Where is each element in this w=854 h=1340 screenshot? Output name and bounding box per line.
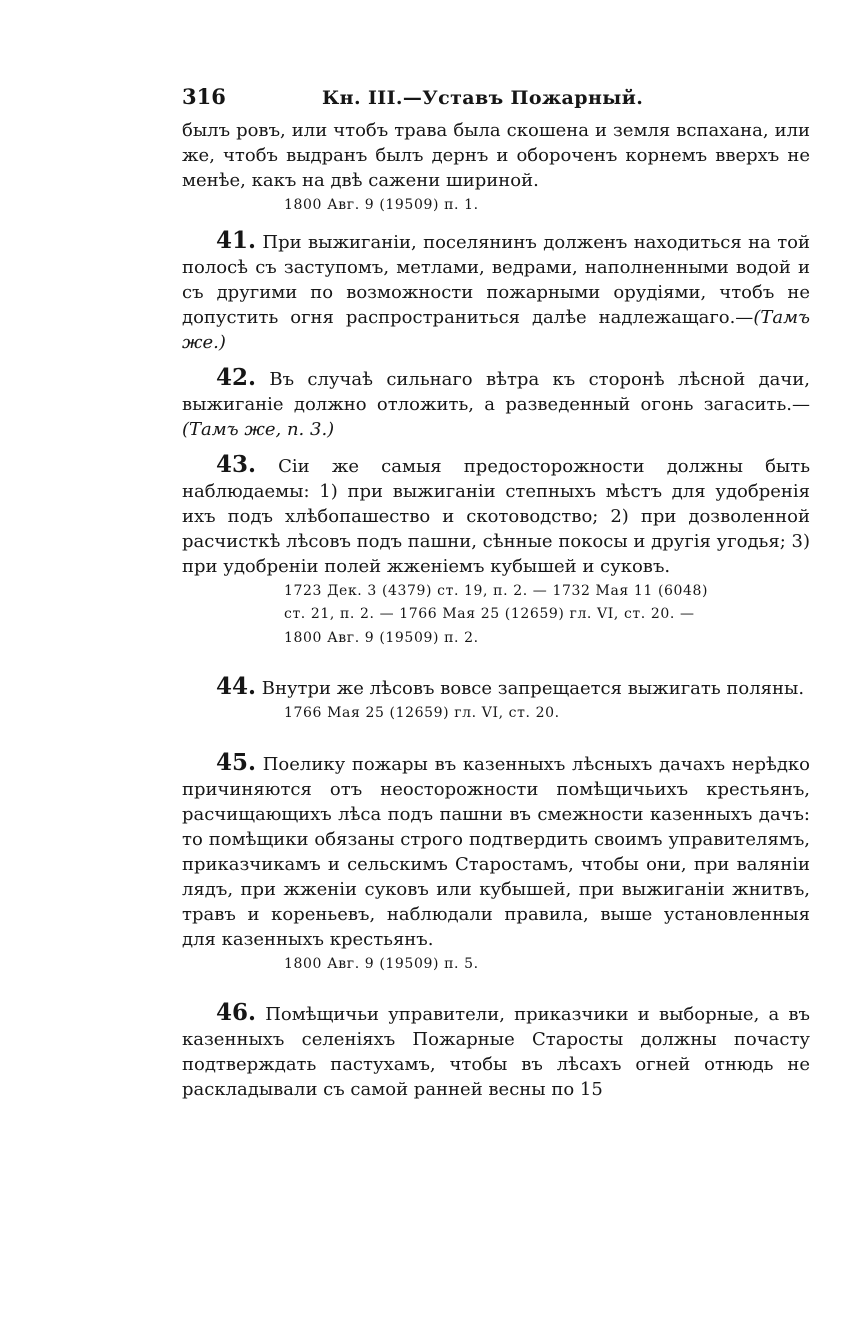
citation-line: ст. 21, п. 2. — 1766 Мая 25 (12659) гл. VI, ст. 20. — xyxy=(284,606,695,622)
paragraph-continuation xyxy=(182,118,810,193)
law-citation: 1766 Мая 25 (12659) гл. VI, ст. 20. xyxy=(284,705,560,721)
article-reference: (Тамъ же, п. 3.) xyxy=(182,418,335,440)
book-page xyxy=(182,84,810,1102)
article-number: 43. xyxy=(216,450,257,478)
law-citation: 1800 Авг. 9 (19509) п. 1. xyxy=(284,197,479,213)
article-number: 41. xyxy=(216,226,257,254)
article-44 xyxy=(182,674,810,701)
article-number: 45. xyxy=(216,748,257,776)
article-41 xyxy=(182,228,810,355)
running-header xyxy=(182,84,810,118)
article-reference: (Тамъ же.) xyxy=(182,306,810,353)
article-46 xyxy=(182,1000,810,1102)
page-number: 316 xyxy=(182,84,226,109)
law-citation-block xyxy=(182,580,810,651)
article-text: При выжиганіи, поселянинъ долженъ находиться на той полосѣ съ заступомъ, метлами, ведрами, наполненными водой и съ другими по возможности пожарными орудіями, чтобъ не допустить огня распространиться далѣе надлежащаго.— xyxy=(182,231,810,328)
article-42 xyxy=(182,365,810,442)
article-text: Въ случаѣ сильнаго вѣтра къ сторонѣ лѣсной дачи, выжиганіе должно отложить, а разведенный огонь загасить.— xyxy=(182,368,810,415)
article-text: Помѣщичьи управители, приказчики и выборные, а въ казенныхъ селеніяхъ Пожарные Старосты должны почасту подтверждать пастухамъ, чтобы въ лѣсахъ огней отнюдь не раскладывали съ самой ранней весны по 15 xyxy=(182,1004,810,1100)
article-45 xyxy=(182,750,810,952)
article-text: Сіи же самыя предосторожности должны быть наблюдаемы: 1) при выжиганіи степныхъ мѣстъ для удобренія ихъ подъ хлѣбопашество и скотоводство; 2) при дозволенной расчисткѣ лѣсовъ подъ пашни, сѣнные покосы и другія угодья; 3) при удобреніи полей жженіемъ кубышей и суковъ. xyxy=(182,455,810,577)
running-title: Кн. III.—Уставъ Пожарный. xyxy=(322,87,644,109)
article-text: Внутри же лѣсовъ вовсе запрещается выжигать поляны. xyxy=(256,678,805,699)
law-citation: 1800 Авг. 9 (19509) п. 5. xyxy=(284,955,479,972)
article-text: Поелику пожары въ казенныхъ лѣсныхъ дачахъ нерѣдко причиняются отъ неосторожности помѣщичьихъ крестьянъ, расчищающихъ лѣса подъ пашни въ смежности казенныхъ дачъ: то помѣщики обязаны строго подтвердить своимъ управителямъ, приказчикамъ и сельскимъ Старостамъ, чтобы они, при валяніи лядъ, при жженіи суковъ или кубышей, при выжиганіи жнитвъ, травъ и кореньевъ, наблюдали правила, выше установленныя для казенныхъ крестьянъ. xyxy=(182,753,810,950)
article-number: 44. xyxy=(216,673,257,700)
article-number: 46. xyxy=(216,999,257,1026)
citation-line: 1800 Авг. 9 (19509) п. 2. xyxy=(284,629,479,646)
article-43 xyxy=(182,452,810,579)
article-number: 42. xyxy=(216,363,257,391)
citation-line: 1723 Дек. 3 (4379) ст. 19, п. 2. — 1732 Мая 11 (6048) xyxy=(284,582,709,599)
paragraph-text: былъ ровъ, или чтобъ трава была скошена и земля вспахана, или же, чтобъ выдранъ былъ дернъ и обороченъ корнемъ вверхъ не менѣе, какъ на двѣ сажени шириной. xyxy=(182,120,810,191)
